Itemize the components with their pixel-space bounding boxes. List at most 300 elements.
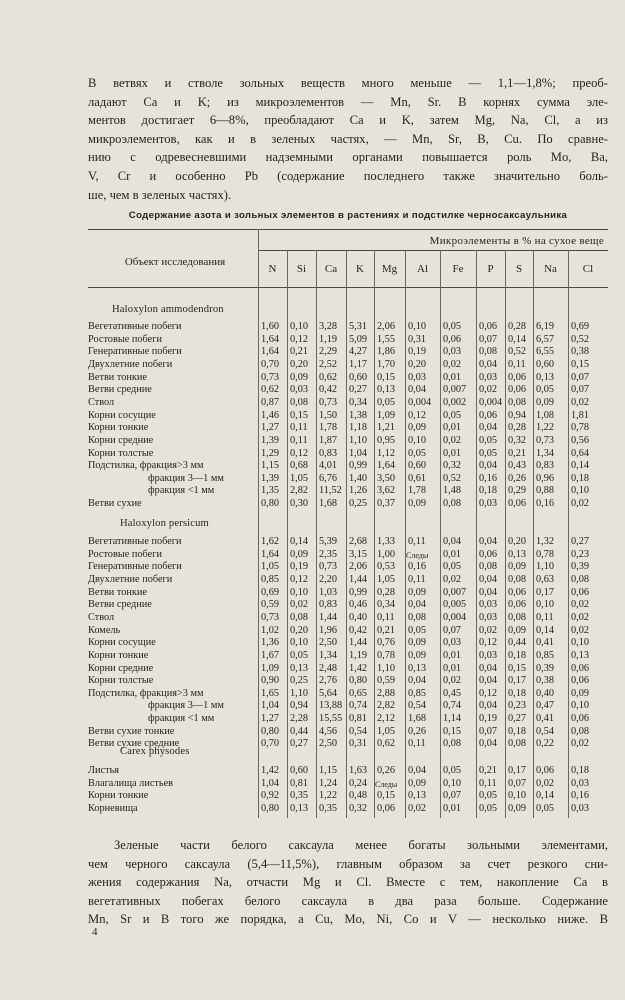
table-cell: 0,06 [536,765,555,776]
table-cell: 0,78 [536,548,555,560]
table-cell: 0,10 [571,700,590,712]
table-cell: Следы [375,779,398,789]
table-cell: 0,04 [479,358,498,370]
table-cell: 1,40 [349,472,368,484]
table-cell: 1,64 [261,333,280,345]
row-label: Вегетативные побеги [88,536,182,547]
table-cell: 0,04 [479,573,498,585]
table-cell: 0,08 [443,738,462,750]
table-cell: 15,55 [319,713,343,725]
intro-line: нию с одревесневшими надземными органами повышается роль Mo, Ba, [88,150,608,165]
table-cell: 0,09 [508,624,527,636]
row-label: Ростовые побеги [88,548,162,560]
table-cell: 0,12 [479,687,498,699]
table-cell: 0,06 [508,384,527,396]
table-cell: 3,50 [377,472,396,484]
table-cell: 0,08 [479,561,498,573]
table-cell: 0,08 [408,611,427,623]
row-label: фракция 3—1 мм [148,472,224,484]
table-cell: 0,10 [443,777,462,789]
table-cell: 2,35 [319,548,338,560]
table-cell: 1,17 [349,358,368,370]
table-cell: 0,31 [349,738,368,750]
closing-line: вегетативных побегах белого саксаула в два раза больше. Содержание [88,893,608,908]
row-label: Корневища [88,802,138,814]
table-cell: 1,36 [261,637,280,649]
table-cell: 0,02 [443,675,462,687]
table-cell: 0,26 [408,725,427,737]
table-cell: 0,03 [408,371,427,383]
column-divider [405,250,406,818]
table-cell: 0,14 [536,624,555,636]
table-cell: 1,68 [319,498,338,510]
table-cell: 0,94 [508,409,527,421]
table-cell: 0,12 [290,573,309,585]
column-header: Si [296,263,307,275]
table-cell: 0,09 [408,422,427,434]
row-label: Ствол [88,396,115,408]
row-label: Ветви средние [88,599,152,611]
table-cell: 0,16 [408,561,427,573]
table-cell: 0,08 [290,396,309,408]
table-cell: 0,15 [571,358,590,370]
row-label: Корни тонкие [88,649,149,661]
column-divider [374,250,375,818]
table-cell: 0,09 [408,637,427,649]
column-header: K [356,263,364,275]
table-cell: 0,40 [349,611,368,623]
table-cell: 0,54 [408,700,427,712]
table-cell: 1,44 [319,611,338,623]
table-cell: 1,10 [290,687,309,699]
table-cell: 0,37 [377,498,396,510]
table-cell: 0,96 [536,472,555,484]
table-cell: 0,85 [536,649,555,661]
row-label: Листья [88,765,119,776]
table-cell: 1,27 [261,422,280,434]
table-cell: 2,50 [319,738,338,750]
table-cell: 5,39 [319,536,338,547]
intro-line: ладают Ca и K; из микроэлементов — Mn, Sr. В корнях сумма эле- [88,94,608,109]
row-label: Ветви сухие [88,498,142,510]
table-cell: 0,04 [479,536,498,547]
table-cell: 0,39 [571,561,590,573]
group-header-rule [258,250,608,251]
table-cell: 0,17 [536,586,555,598]
table-cell: 2,29 [319,346,338,358]
table-cell: 1,70 [377,358,396,370]
table-cell: 2,82 [377,700,396,712]
table-cell: 0,17 [508,675,527,687]
table-cell: 5,31 [349,321,368,332]
closing-line: Mn, Sr и B того же порядка, а Cu, Mo, Ni, Co и V — несколько ниже. В [88,912,608,927]
table-cell: 0,03 [479,371,498,383]
table-cell: 1,05 [377,573,396,585]
table-cell: 0,06 [571,662,590,674]
table-cell: 0,68 [290,460,309,472]
table-cell: 0,05 [377,396,396,408]
row-label: Корни толстые [88,675,154,687]
table-cell: 0,13 [508,548,527,560]
table-cell: 0,09 [408,498,427,510]
table-cell: 0,25 [349,498,368,510]
table-cell: 0,004 [408,396,432,408]
object-header: Объект исследования [124,256,226,268]
table-cell: 0,08 [508,738,527,750]
table-cell: 0,09 [508,561,527,573]
table-cell: 0,11 [408,536,426,547]
table-cell: 0,02 [408,802,427,814]
table-cell: 0,05 [443,321,462,332]
table-cell: 0,02 [571,611,590,623]
table-cell: 0,52 [571,333,590,345]
table-cell: 0,52 [508,346,527,358]
table-cell: 0,16 [479,472,498,484]
table-cell: 0,03 [443,346,462,358]
table-cell: 0,06 [508,586,527,598]
table-cell: 0,004 [443,611,467,623]
intro-paragraph [88,74,608,204]
table-cell: 0,46 [349,599,368,611]
table-cell: 0,08 [571,725,590,737]
table-cell: 0,17 [508,765,527,776]
table-cell: 0,10 [290,321,309,332]
table-cell: 0,54 [536,725,555,737]
table-cell: 0,69 [261,586,280,598]
table-cell: 0,47 [536,700,555,712]
table-cell: 0,53 [377,561,396,573]
table-cell: 0,09 [408,586,427,598]
table-cell: 0,10 [571,637,590,649]
intro-line: ше, чем в зеленых частях). [88,187,232,202]
intro-line: V, Cr и особенно Pb (содержание последнего также значительно боль- [88,168,608,183]
table-cell: 0,09 [290,548,309,560]
row-label: Ветви сухие тонкие [88,725,175,737]
table-cell: 0,19 [408,346,427,358]
table-cell: 1,22 [319,790,338,802]
table-cell: 0,21 [479,765,498,776]
table-cell: 5,64 [319,687,338,699]
table-cell: 0,85 [261,573,280,585]
table-cell: 0,01 [443,802,462,814]
table-cell: 0,06 [443,333,462,345]
row-label: Корни толстые [88,447,154,459]
table-cell: 0,62 [377,738,396,750]
table-cell: 0,73 [261,611,280,623]
table-cell: 1,44 [349,573,368,585]
table-cell: 0,09 [508,802,527,814]
table-cell: 0,06 [571,675,590,687]
table-cell: 0,02 [571,396,590,408]
table-cell: 1,64 [261,548,280,560]
table-cell: 0,07 [443,790,462,802]
table-cell: 0,05 [408,624,427,636]
column-header: Ca [324,263,338,275]
column-header: Fe [452,263,464,275]
table-cell: 0,05 [536,802,555,814]
table-cell: 0,15 [443,725,462,737]
row-label: Двухлетние побеги [88,573,173,585]
table-cell: 0,01 [443,662,462,674]
table-cell: 1,46 [261,409,280,421]
table-cell: 0,06 [479,409,498,421]
row-label: Генеративные побеги [88,561,182,573]
table-cell: 1,15 [319,765,338,776]
table-cell: 0,80 [349,675,368,687]
table-cell: 1,15 [261,460,280,472]
table-cell: 0,27 [571,536,590,547]
table-cell: 0,04 [479,675,498,687]
table-cell: 0,06 [508,371,527,383]
table-cell: 0,08 [508,573,527,585]
table-cell: 3,62 [377,485,396,497]
table-cell: 0,07 [479,333,498,345]
table-cell: 2,12 [377,713,396,725]
row-label: Подстилка, фракция>3 мм [88,460,204,472]
table-cell: 0,05 [479,802,498,814]
table-cell: 0,78 [571,422,590,434]
table-cell: 0,54 [349,725,368,737]
table-cell: 0,18 [508,649,527,661]
table-cell: 2,50 [319,637,338,649]
table-cell: 0,27 [349,384,368,396]
table-cell: 6,19 [536,321,555,332]
table-cell: 0,15 [377,371,396,383]
table-cell: 0,04 [479,586,498,598]
table-cell: 0,60 [408,460,427,472]
table-cell: 3,28 [319,321,338,332]
table-cell: 0,81 [349,713,368,725]
column-divider [346,250,347,818]
table-cell: 3,15 [349,548,368,560]
table-cell: 0,30 [290,498,309,510]
table-cell: 1,19 [349,649,368,661]
column-header: S [515,263,523,275]
table-cell: 1,64 [377,460,396,472]
column-header: N [268,263,277,275]
table-cell: 0,85 [408,687,427,699]
table-cell: 0,27 [508,713,527,725]
column-divider [476,250,477,818]
table-cell: 1,39 [261,434,280,446]
table-cell: 4,01 [319,460,338,472]
table-cell: 0,20 [408,358,427,370]
table-cell: 0,04 [443,536,462,547]
table-cell: 0,28 [377,586,396,598]
table-cell: 0,04 [479,460,498,472]
table-cell: 0,13 [571,649,590,661]
table-cell: 0,12 [290,447,309,459]
group-header: Микроэлементы в % на сухое веще [429,235,604,247]
table-cell: 0,08 [508,396,527,408]
table-cell: 1,24 [319,777,338,789]
table-cell: 0,20 [508,536,527,547]
table-cell: 0,04 [408,675,427,687]
table-cell: 0,18 [479,485,498,497]
closing-paragraph [88,836,608,929]
table-cell: 2,06 [377,321,396,332]
header-bottom-rule [88,287,608,288]
table-cell: 1,09 [377,409,396,421]
table-cell: 1,26 [349,485,368,497]
table-cell: 0,44 [290,725,309,737]
table-cell: 0,18 [508,725,527,737]
table-cell: 2,20 [319,573,338,585]
table-cell: 0,21 [290,346,309,358]
table-cell: 0,12 [479,637,498,649]
table-cell: 0,10 [536,599,555,611]
table-cell: 0,05 [479,447,498,459]
table-cell: Следы [406,550,429,560]
table-cell: 0,03 [571,777,590,789]
table-cell: 1,48 [443,485,462,497]
table-cell: 1,10 [377,662,396,674]
table-cell: 0,83 [319,447,338,459]
table-cell: 1,21 [377,422,396,434]
table-cell: 0,09 [408,777,427,789]
row-label: Ветви сухие средние [88,738,180,750]
table-cell: 0,01 [443,371,462,383]
table-cell: 0,12 [290,333,309,345]
table-cell: 0,32 [508,434,527,446]
table-cell: 0,62 [319,371,338,383]
table-cell: 0,10 [290,586,309,598]
table-cell: 0,14 [290,536,309,547]
table-cell: 0,18 [571,472,590,484]
table-cell: 0,27 [290,738,309,750]
table-cell: 0,02 [443,434,462,446]
table-cell: 1,96 [319,624,338,636]
table-cell: 0,13 [377,384,396,396]
table-cell: 0,11 [290,422,308,434]
table-cell: 1,04 [261,700,280,712]
table-cell: 0,005 [443,599,467,611]
row-label: Ствол [88,611,115,623]
table-cell: 2,28 [290,713,309,725]
table-cell: 0,16 [536,498,555,510]
table-cell: 1,18 [349,422,368,434]
table-cell: 11,52 [319,485,342,497]
table-cell: 0,04 [479,422,498,434]
table-cell: 0,15 [290,409,309,421]
table-cell: 0,19 [479,713,498,725]
table-cell: 0,13 [290,802,309,814]
table-cell: 0,41 [536,713,555,725]
table-cell: 0,02 [443,358,462,370]
table-cell: 0,01 [443,447,462,459]
row-label: Корни тонкие [88,422,149,434]
table-cell: 0,08 [290,611,309,623]
table-cell: 0,02 [571,599,590,611]
table-cell: 0,02 [443,573,462,585]
table-cell: 0,28 [508,321,527,332]
table-cell: 1,78 [408,485,427,497]
table-cell: 0,02 [571,738,590,750]
table-cell: 0,42 [349,624,368,636]
table-cell: 0,20 [290,624,309,636]
table-cell: 0,05 [479,790,498,802]
table-cell: 0,40 [536,687,555,699]
table-cell: 0,15 [377,790,396,802]
table-cell: 0,06 [508,599,527,611]
table-cell: 0,06 [571,713,590,725]
table-cell: 2,76 [319,675,338,687]
table-cell: 0,11 [508,358,526,370]
table-cell: 0,80 [261,802,280,814]
row-label: Корни тонкие [88,790,149,802]
table-cell: 0,04 [408,599,427,611]
table-cell: 0,09 [408,649,427,661]
table-cell: 2,68 [349,536,368,547]
table-cell: 1,05 [290,472,309,484]
table-cell: 6,57 [536,333,555,345]
row-label: фракция <1 мм [148,485,215,497]
table-cell: 5,09 [349,333,368,345]
table-cell: 0,11 [536,611,554,623]
table-cell: 0,06 [377,802,396,814]
table-cell: 0,01 [443,649,462,661]
table-cell: 1,03 [319,586,338,598]
table-cell: 0,06 [479,548,498,560]
table-cell: 1,19 [319,333,338,345]
table-cell: 1,04 [349,447,368,459]
table-cell: 0,03 [571,802,590,814]
table-cell: 0,11 [290,434,308,446]
table-cell: 0,06 [508,498,527,510]
table-cell: 0,15 [508,662,527,674]
row-label: Ветви тонкие [88,371,147,383]
table-cell: 0,004 [479,396,503,408]
table-cell: 1,63 [349,765,368,776]
table-cell: 0,61 [408,472,427,484]
table-cell: 0,83 [319,599,338,611]
table-cell: 0,88 [536,485,555,497]
table-cell: 0,09 [571,687,590,699]
table-cell: 0,21 [377,624,396,636]
table-title: Содержание азота и зольных элементов в растениях и подстилке черносаксаульника [128,210,568,221]
table-cell: 0,43 [508,460,527,472]
table-cell: 0,73 [536,434,555,446]
table-cell: 0,07 [508,777,527,789]
stub-divider [258,229,259,818]
table-cell: 0,19 [290,561,309,573]
table-cell: 0,03 [479,599,498,611]
table-cell: 0,03 [479,498,498,510]
row-label: Подстилка, фракция>3 мм [88,687,204,699]
page-number: 4 [92,926,98,938]
table-cell: 1,10 [536,561,555,573]
table-cell: 0,60 [290,765,309,776]
table-cell: 0,44 [508,637,527,649]
table-cell: 0,21 [508,447,527,459]
table-cell: 1,42 [349,662,368,674]
table-cell: 0,29 [508,485,527,497]
table-cell: 0,95 [377,434,396,446]
table-cell: 0,60 [536,358,555,370]
table-cell: 0,10 [408,434,427,446]
table-cell: 1,33 [377,536,396,547]
table-cell: 0,80 [261,498,280,510]
table-cell: 0,65 [349,687,368,699]
column-divider [440,250,441,818]
table-cell: 0,52 [443,472,462,484]
row-label: Генеративные побеги [88,346,182,358]
table-cell: 1,65 [261,687,280,699]
table-cell: 1,86 [377,346,396,358]
table-cell: 0,09 [536,396,555,408]
row-label: Двухлетние побеги [88,358,173,370]
table-cell: 0,60 [349,371,368,383]
